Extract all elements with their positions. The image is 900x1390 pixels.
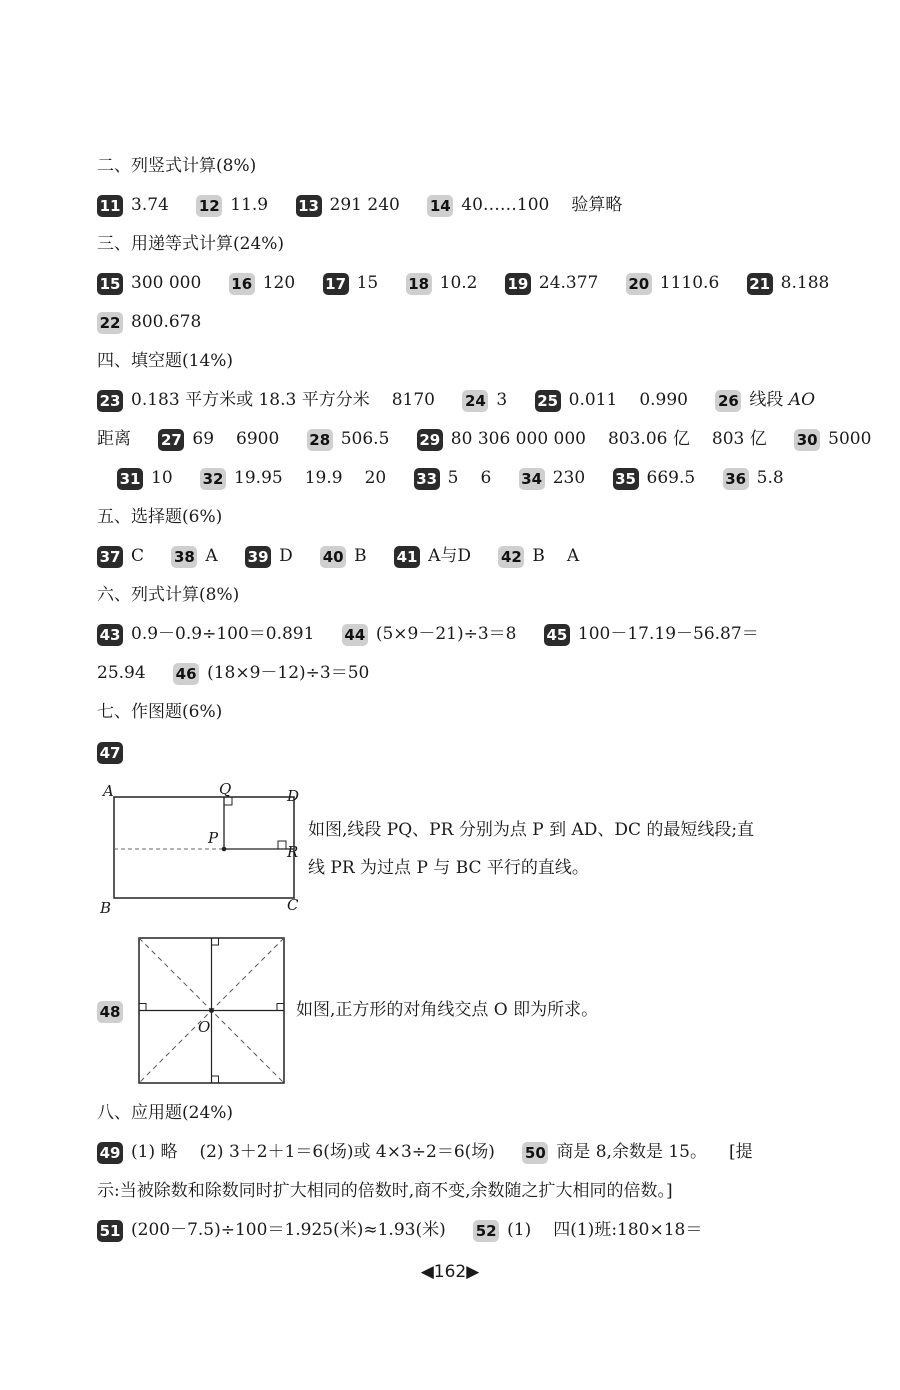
- question-number: 26: [715, 390, 741, 412]
- question-number: 49: [97, 1142, 123, 1164]
- answer-text: 120: [262, 273, 296, 293]
- answer-text: 300 000: [131, 273, 202, 293]
- label-a: A: [103, 782, 114, 800]
- section-heading-4: 四、填空题(14%): [97, 351, 234, 371]
- figure-caption-48: 如图,正方形的对角线交点 O 即为所求。: [296, 1000, 599, 1020]
- question-number: 47: [97, 742, 123, 764]
- answer-text: 10: [151, 468, 173, 488]
- question-number: 16: [229, 273, 255, 295]
- question-number: 22: [97, 312, 123, 334]
- answer-text: 803.06 亿: [607, 429, 690, 449]
- answer-text: 19.9: [304, 468, 343, 488]
- section-heading-3: 三、用递等式计算(24%): [97, 234, 285, 254]
- answer-text: 6900: [236, 429, 280, 449]
- answer-text: (18×9－12)÷3＝50: [207, 663, 370, 683]
- answer-row-7: [97, 543, 579, 569]
- answer-row-4: [97, 387, 815, 413]
- rectangle-figure: [100, 780, 305, 915]
- answer-text: 230: [552, 468, 586, 488]
- square-figure: [138, 937, 286, 1085]
- answer-text: D: [279, 546, 293, 566]
- label-p: P: [208, 829, 219, 847]
- answer-row-3: [97, 309, 201, 335]
- answer-row-2: [97, 270, 829, 296]
- answer-text: 8.188: [780, 273, 830, 293]
- answer-text: 线段: [749, 390, 784, 410]
- question-number: 11: [97, 195, 123, 217]
- answer-text: 8170: [391, 390, 435, 410]
- section-heading-5: 五、选择题(6%): [97, 507, 223, 527]
- answer-text: 3: [496, 390, 508, 410]
- question-number: 40: [320, 546, 346, 568]
- answer-row-5: [97, 426, 871, 452]
- answer-text: (2) 3＋2＋1＝6(场)或 4×3÷2＝6(场): [199, 1142, 495, 1162]
- question-number: 52: [473, 1220, 499, 1242]
- answer-text: 10.2: [439, 273, 478, 293]
- question-number: 30: [794, 429, 820, 451]
- answer-text: 25.94: [97, 663, 146, 683]
- answer-text: 80 306 000 000: [450, 429, 586, 449]
- section-heading-8: 八、应用题(24%): [97, 1103, 234, 1123]
- question-number: 23: [97, 390, 123, 412]
- answer-text: 669.5: [646, 468, 696, 488]
- answer-row-12: [97, 1139, 753, 1165]
- question-number: 38: [171, 546, 197, 568]
- figure-caption-line-2: 线 PR 为过点 P 与 BC 平行的直线。: [308, 858, 589, 878]
- answer-row-8: [97, 621, 759, 647]
- question-number: 41: [394, 546, 420, 568]
- answer-text: 0.990: [639, 390, 688, 410]
- answer-text: 3.74: [131, 195, 169, 215]
- question-number: 48: [97, 1001, 123, 1023]
- section-heading-2: 二、列竖式计算(8%): [97, 156, 257, 176]
- answer-row-11: [97, 998, 131, 1024]
- question-number: 24: [462, 390, 488, 412]
- answer-text: 40……100: [461, 195, 550, 215]
- answer-text: AO: [788, 390, 816, 410]
- question-number: 33: [414, 468, 440, 490]
- question-number: 31: [117, 468, 143, 490]
- answer-text: 四(1)班:180×18＝: [553, 1220, 703, 1240]
- label-c: C: [287, 896, 299, 914]
- answer-text: 距离: [97, 429, 131, 449]
- answer-row-13: [97, 1178, 673, 1204]
- answer-text: C: [131, 546, 145, 566]
- answer-row-14: [97, 1217, 702, 1243]
- question-number: 13: [296, 195, 322, 217]
- section-heading-7: 七、作图题(6%): [97, 702, 223, 722]
- question-number: 20: [626, 273, 652, 295]
- answer-text: (1) 略: [131, 1142, 178, 1162]
- answer-text: (200－7.5)÷100＝1.925(米)≈1.93(米): [131, 1220, 446, 1240]
- question-number: 21: [747, 273, 773, 295]
- answer-text: 291 240: [329, 195, 400, 215]
- answer-row-9: [97, 660, 369, 686]
- question-number: 19: [505, 273, 531, 295]
- label-r: R: [287, 843, 299, 861]
- answer-text: 6: [480, 468, 492, 488]
- question-number: 44: [342, 624, 368, 646]
- question-number: 42: [498, 546, 524, 568]
- question-number: 18: [406, 273, 432, 295]
- answer-text: 5.8: [756, 468, 784, 488]
- answer-text: 5000: [828, 429, 872, 449]
- question-number: 35: [613, 468, 639, 490]
- answer-row-1: [97, 192, 622, 218]
- label-b: B: [100, 899, 112, 917]
- page-number: ◀162▶: [420, 1262, 480, 1282]
- label-d: D: [287, 787, 300, 805]
- answer-text: 0.9－0.9÷100＝0.891: [131, 624, 315, 644]
- question-number: 46: [173, 663, 199, 685]
- question-number: 29: [417, 429, 443, 451]
- question-number: 17: [323, 273, 349, 295]
- question-number: 39: [245, 546, 271, 568]
- answer-text: B: [354, 546, 367, 566]
- figure-caption-line-1: 如图,线段 PQ、PR 分别为点 P 到 AD、DC 的最短线段;直: [308, 820, 755, 840]
- question-number: 43: [97, 624, 123, 646]
- question-number: 37: [97, 546, 123, 568]
- answer-text: 0.011: [568, 390, 618, 410]
- answer-text: 15: [356, 273, 379, 293]
- question-number: 34: [519, 468, 545, 490]
- answer-text: A与D: [428, 546, 471, 566]
- question-number: 28: [307, 429, 333, 451]
- answer-text: 69: [192, 429, 215, 449]
- section-heading-6: 六、列式计算(8%): [97, 585, 240, 605]
- answer-text: 20: [364, 468, 387, 488]
- question-number: 25: [535, 390, 561, 412]
- answer-text: (1): [507, 1220, 532, 1240]
- answer-text: 0.183 平方米或 18.3 平方分米: [131, 390, 370, 410]
- answer-row-10: [97, 739, 131, 765]
- answer-text: 商是 8,余数是 15。: [556, 1142, 707, 1162]
- answer-row-6: [117, 465, 784, 491]
- answer-text: 100－17.19－56.87＝: [577, 624, 759, 644]
- question-number: 45: [544, 624, 570, 646]
- question-number: 50: [522, 1142, 548, 1164]
- answer-text: 11.9: [230, 195, 269, 215]
- answer-text: (5×9－21)÷3＝8: [375, 624, 517, 644]
- answer-text: A: [566, 546, 580, 566]
- question-number: 14: [427, 195, 453, 217]
- question-number: 32: [200, 468, 226, 490]
- answer-text: [提: [729, 1142, 753, 1162]
- label-o: O: [198, 1018, 211, 1036]
- label-q: Q: [219, 780, 232, 798]
- answer-text: 506.5: [340, 429, 390, 449]
- answer-text: 19.95: [234, 468, 283, 488]
- answer-text: A: [205, 546, 218, 566]
- question-number: 15: [97, 273, 123, 295]
- answer-text: 验算略: [571, 195, 623, 215]
- answer-text: B: [532, 546, 545, 566]
- question-number: 12: [196, 195, 222, 217]
- answer-text: 5: [447, 468, 459, 488]
- answer-text: 1110.6: [659, 273, 720, 293]
- answer-text: 800.678: [131, 312, 202, 332]
- answer-text: 示:当被除数和除数同时扩大相同的倍数时,商不变,余数随之扩大相同的倍数。]: [97, 1181, 673, 1201]
- question-number: 27: [158, 429, 184, 451]
- answer-text: 24.377: [538, 273, 599, 293]
- question-number: 51: [97, 1220, 123, 1242]
- answer-text: 803 亿: [711, 429, 767, 449]
- question-number: 36: [723, 468, 749, 490]
